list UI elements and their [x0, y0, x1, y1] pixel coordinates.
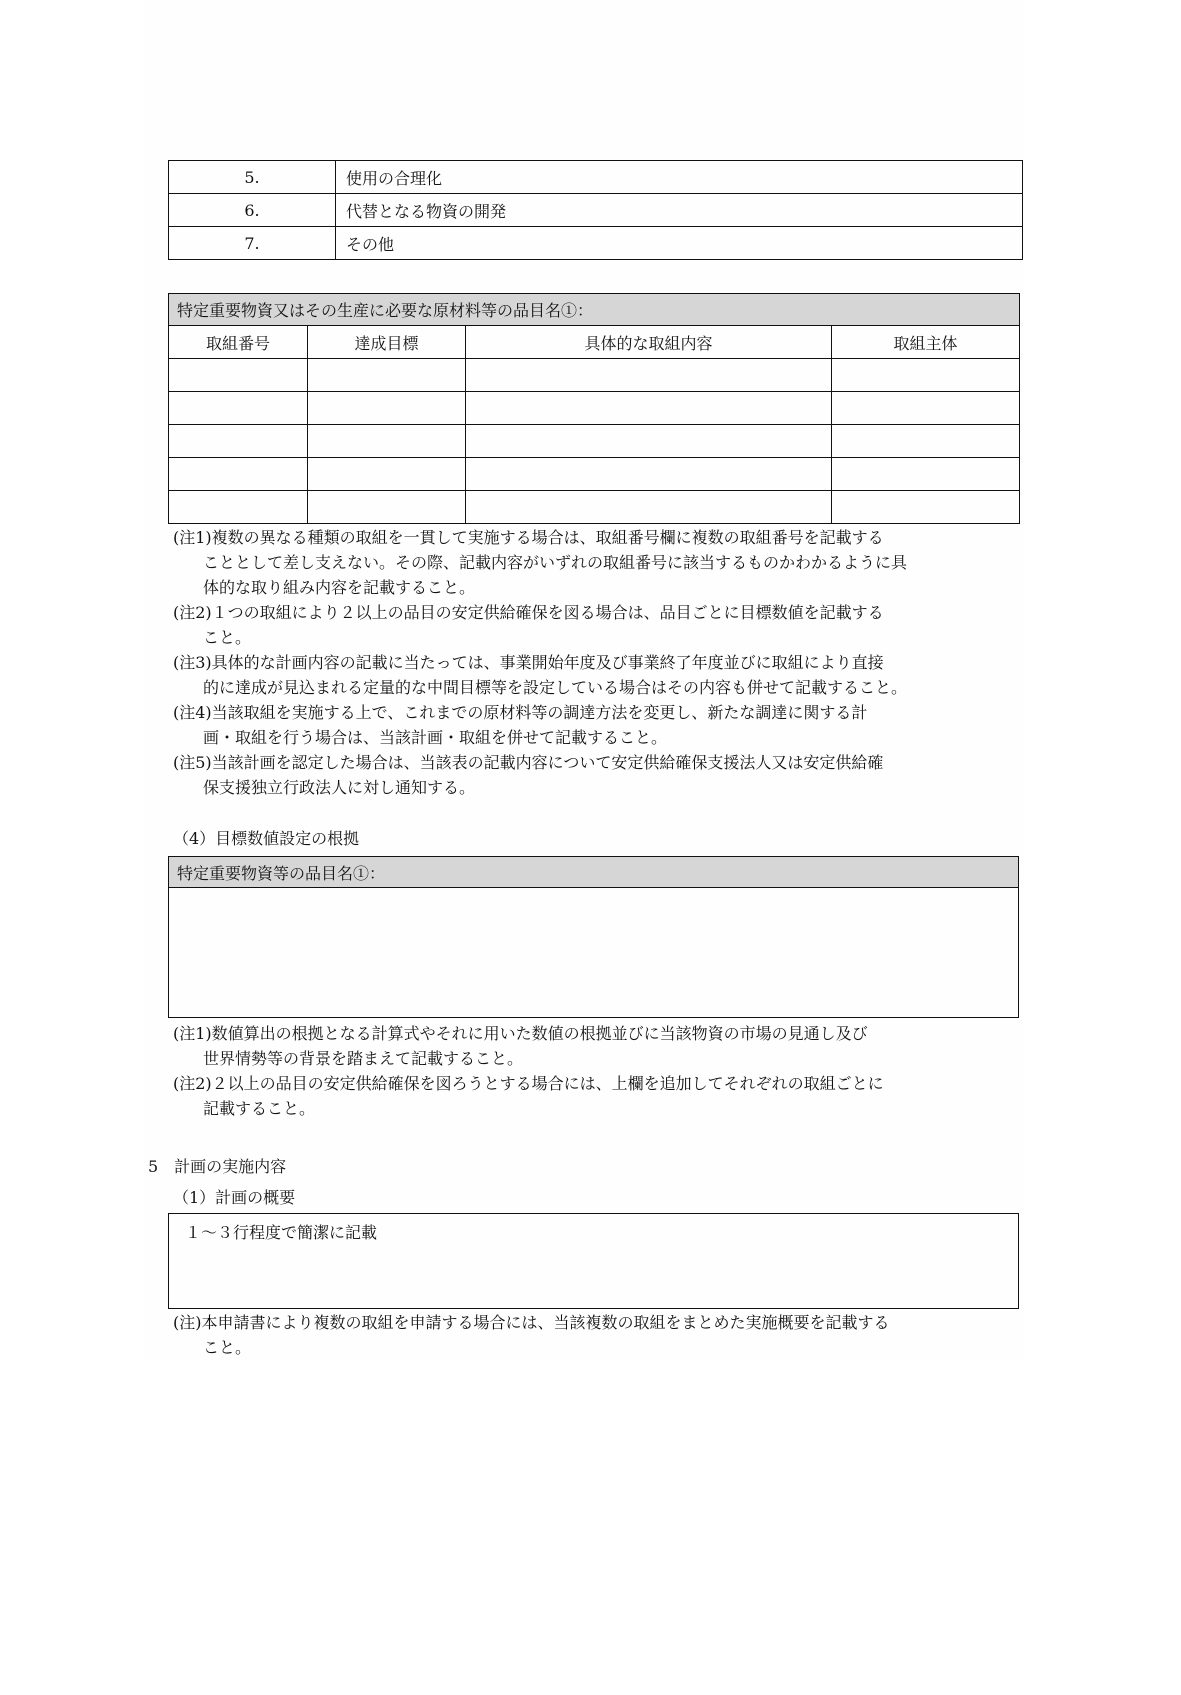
basis-input-area[interactable] — [169, 888, 1019, 1018]
table-cell[interactable] — [466, 425, 832, 458]
table-row — [169, 491, 1020, 524]
note-text: 当該取組を実施する上で、これまでの原材料等の調達方法を変更し、新たな調達に関する計 — [211, 703, 868, 722]
note-text: こととして差し支えない。その際、記載内容がいずれの取組番号に該当するものかわかるように具 — [203, 553, 908, 572]
table-cell[interactable] — [832, 458, 1020, 491]
note-item — [173, 1071, 1023, 1121]
table-cell[interactable] — [169, 359, 308, 392]
row-text: その他 — [336, 227, 1023, 260]
notes-basis — [173, 1021, 1023, 1121]
note-item — [173, 750, 1023, 800]
note-item — [173, 700, 1023, 750]
note-label: (注4) — [173, 703, 212, 722]
note-text: １つの取組により２以上の品目の安定供給確保を図る場合は、品目ごとに目標数値を記載する — [211, 603, 884, 622]
note-label: (注2) — [173, 603, 212, 622]
table-cell[interactable] — [308, 491, 466, 524]
table-cell[interactable] — [832, 359, 1020, 392]
note-label: (注) — [173, 1313, 202, 1332]
overview-box[interactable] — [168, 1213, 1019, 1309]
note-text: 的に達成が見込まれる定量的な中間目標等を設定している場合はその内容も併せて記載すること。 — [203, 678, 908, 697]
basis-box — [168, 856, 1019, 1018]
table-cell[interactable] — [308, 392, 466, 425]
note-text: こと。 — [203, 628, 252, 647]
table-cell[interactable] — [466, 458, 832, 491]
column-header: 取組番号 — [169, 326, 308, 359]
plan-table-header-row — [169, 326, 1020, 359]
note-label: (注1) — [173, 528, 212, 547]
table-cell[interactable] — [466, 392, 832, 425]
note-label: (注3) — [173, 653, 212, 672]
note-text: こと。 — [203, 1338, 252, 1357]
table-row — [169, 359, 1020, 392]
basis-box-title: 特定重要物資等の品目名①： — [169, 857, 1019, 888]
table-cell[interactable] — [308, 359, 466, 392]
list-table — [168, 160, 1023, 260]
section-5-heading: 5 計画の実施内容 — [148, 1157, 287, 1176]
table-row — [169, 458, 1020, 491]
note-text: 当該計画を認定した場合は、当該表の記載内容について安定供給確保支援法人又は安定供給確 — [211, 753, 884, 772]
note-text: 本申請書により複数の取組を申請する場合には、当該複数の取組をまとめた実施概要を記載する — [201, 1313, 890, 1332]
row-number: 6. — [169, 194, 336, 227]
row-number: 7. — [169, 227, 336, 260]
note-text: ２以上の品目の安定供給確保を図ろうとする場合には、上欄を追加してそれぞれの取組ごとに — [211, 1074, 884, 1093]
table-cell[interactable] — [832, 491, 1020, 524]
overview-placeholder: １～３行程度で簡潔に記載 — [185, 1223, 378, 1242]
column-header: 達成目標 — [308, 326, 466, 359]
note-text: 保支援独立行政法人に対し通知する。 — [203, 778, 476, 797]
column-header: 具体的な取組内容 — [466, 326, 832, 359]
plan-table — [168, 293, 1020, 524]
table-cell[interactable] — [832, 425, 1020, 458]
note-label: (注2) — [173, 1074, 212, 1093]
table-cell[interactable] — [308, 425, 466, 458]
note-item — [173, 525, 1023, 600]
notes-overview — [173, 1310, 1023, 1360]
note-text: 世界情勢等の背景を踏まえて記載すること。 — [203, 1049, 524, 1068]
table-cell[interactable] — [169, 491, 308, 524]
plan-table-title-row — [169, 294, 1020, 326]
table-cell[interactable] — [466, 491, 832, 524]
table-row — [169, 227, 1023, 260]
note-text: 体的な取り組み内容を記載すること。 — [203, 578, 476, 597]
note-text: 画・取組を行う場合は、当該計画・取組を併せて記載すること。 — [203, 728, 668, 747]
note-item — [173, 1021, 1023, 1071]
note-item — [173, 650, 1023, 700]
table-cell[interactable] — [308, 458, 466, 491]
note-text: 複数の異なる種類の取組を一貫して実施する場合は、取組番号欄に複数の取組番号を記載する — [211, 528, 884, 547]
table-cell[interactable] — [169, 458, 308, 491]
table-cell[interactable] — [169, 425, 308, 458]
note-item — [173, 1310, 1023, 1360]
section-4-heading: （4）目標数値設定の根拠 — [173, 829, 360, 848]
row-number: 5. — [169, 161, 336, 194]
note-text: 数値算出の根拠となる計算式やそれに用いた数値の根拠並びに当該物資の市場の見通し及び — [211, 1024, 868, 1043]
table-row — [169, 161, 1023, 194]
plan-table-title: 特定重要物資又はその生産に必要な原材料等の品目名①： — [169, 294, 1020, 326]
row-text: 使用の合理化 — [336, 161, 1023, 194]
table-cell[interactable] — [466, 359, 832, 392]
table-row — [169, 194, 1023, 227]
notes-plan-table — [173, 525, 1023, 800]
table-cell[interactable] — [832, 392, 1020, 425]
table-row — [169, 392, 1020, 425]
column-header: 取組主体 — [832, 326, 1020, 359]
section-5-1-heading: （1）計画の概要 — [173, 1188, 296, 1207]
row-text: 代替となる物資の開発 — [336, 194, 1023, 227]
table-row — [169, 425, 1020, 458]
note-label: (注5) — [173, 753, 212, 772]
note-text: 記載すること。 — [203, 1099, 316, 1118]
note-text: 具体的な計画内容の記載に当たっては、事業開始年度及び事業終了年度並びに取組により直接 — [211, 653, 884, 672]
table-cell[interactable] — [169, 392, 308, 425]
note-label: (注1) — [173, 1024, 212, 1043]
note-item — [173, 600, 1023, 650]
